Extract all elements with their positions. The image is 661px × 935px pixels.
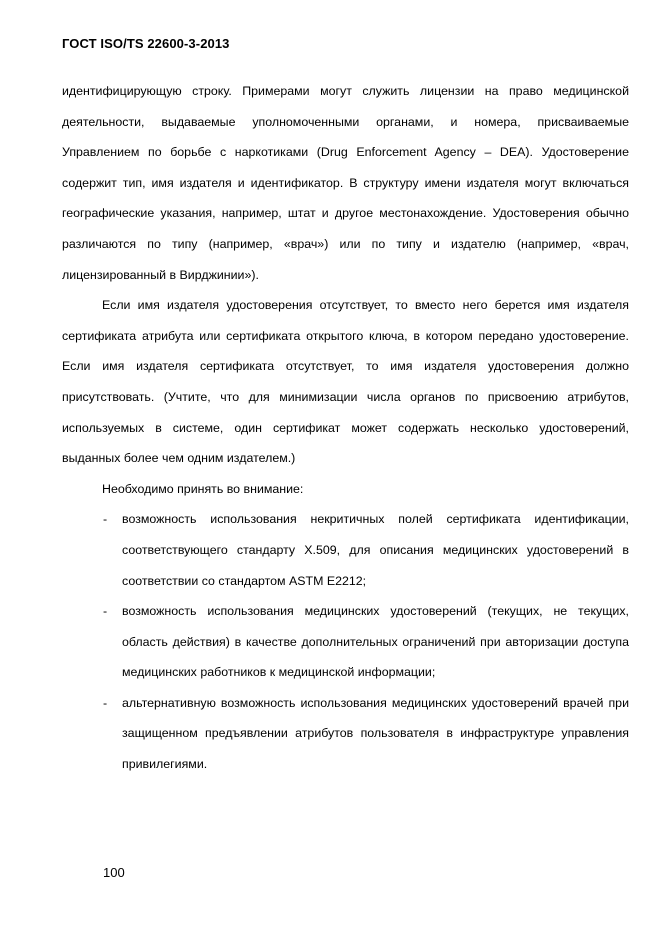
paragraph-considerations-intro: Необходимо принять во внимание:	[102, 481, 304, 496]
list-item	[62, 504, 629, 596]
list-dash-marker: -	[103, 512, 108, 527]
document-header: ГОСТ ISO/TS 22600-3-2013	[62, 36, 230, 51]
paragraph-continuation: идентифицирующую строку. Примерами могут служить лицензии на право медицинской деятельности, выдаваемые уполномоченными органами, и номера, присваиваемые Управлением по борьбе с наркотиками (Drug Enforcement Agency – DEA). Удостоверение содержит тип, имя издателя и идентификатор. В структуру имени издателя могут включаться географические указания, например, штат и другое местонахождение. Удостоверения обычно различаются по типу (например, «врач») или по типу и издателю (например, «врач, лицензированный в Вирджинии»).	[62, 84, 629, 282]
list-item-text: возможность использования некритичных полей сертификата идентификации, соответствующего стандарту X.509, для описания медицинских удостоверений в соответствии со стандартом ASTM E2212;	[122, 512, 629, 588]
page-number: 100	[103, 865, 125, 880]
list-item-text: возможность использования медицинских удостоверений (текущих, не текущих, область действия) в качестве дополнительных ограничений при авторизации доступа медицинских работников к медицинской информации;	[122, 604, 629, 680]
paragraph-issuer-name: Если имя издателя удостоверения отсутствует, то вместо него берется имя издателя сертификата атрибута или сертификата открытого ключа, в котором передано удостоверение. Если имя издателя сертификата отсутствует, то имя издателя удостоверения должно присутствовать. (Учтите, что для минимизации числа органов по присвоению атрибутов, используемых в системе, один сертификат может содержать несколько удостоверений, выданных более чем одним издателем.)	[62, 298, 629, 466]
list-dash-marker: -	[103, 695, 108, 710]
list-item-text: альтернативную возможность использования медицинских удостоверений врачей при защищенном предъявлении атрибутов пользователя в инфраструктуре управления привилегиями.	[122, 695, 629, 772]
considerations-list	[62, 504, 629, 779]
list-dash-marker: -	[103, 604, 108, 619]
list-item	[62, 688, 629, 780]
document-body	[62, 76, 629, 780]
list-item	[62, 596, 629, 688]
